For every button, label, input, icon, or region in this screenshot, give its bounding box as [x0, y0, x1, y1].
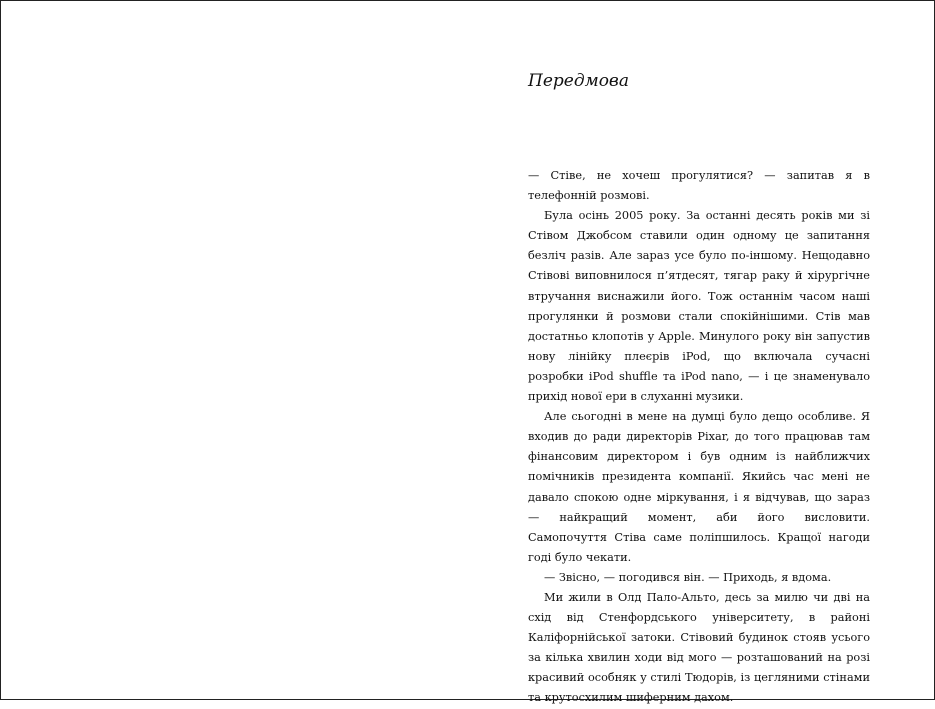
paragraph-1: — Стіве, не хочеш прогулятися? — запитав я в телефонній розмові.: [528, 169, 870, 203]
paragraph-5: Ми жили в Олд Пало-Альто, десь за милю чи дві на схід від Стенфордського університету, в районі Каліфорнійської затоки. Стівовий будинок стояв усього за кілька хвилин ходи від мого — розташований на розі красивий особняк у стилі Тюдорів, із цегляними стінами та крутосхилим шиферним дахом.: [528, 590, 870, 705]
body-text: [528, 166, 870, 709]
paragraph-2: Була осінь 2005 року. За останні десять років ми зі Стівом Джобсом ставили один одному це запитання безліч разів. Але зараз усе було по-іншому. Нещодавно Стівові виповнилося п’ятдесят, тягар раку й хірургічне втручання виснажили його. Тож останнім часом наші прогулянки й розмови стали спокійнішими. Стів мав достатньо клопотів у Apple. Минулого року він запустив нову лінійку плеєрів iPod, що включала сучасні розробки iPod shuffle та iPod nano, — і це знаменувало прихід нової ери в слуханні музики.: [528, 209, 870, 404]
paragraph-4: — Звісно, — погодився він. — Приходь, я вдома.: [544, 570, 832, 584]
chapter-title: Передмова: [528, 71, 629, 91]
paragraph-3: Але сьогодні в мене на думці було дещо особливе. Я входив до ради директорів Pixar, до того працював там фінансовим директором і був одним із найближчих помічників президента компанії. Якийсь час мені не давало спокою одне міркування, і я відчував, що зараз — найкращий момент, аби його висловити. Самопочуття Стіва саме поліпшилось. Кращої нагоди годі було чекати.: [528, 410, 870, 564]
